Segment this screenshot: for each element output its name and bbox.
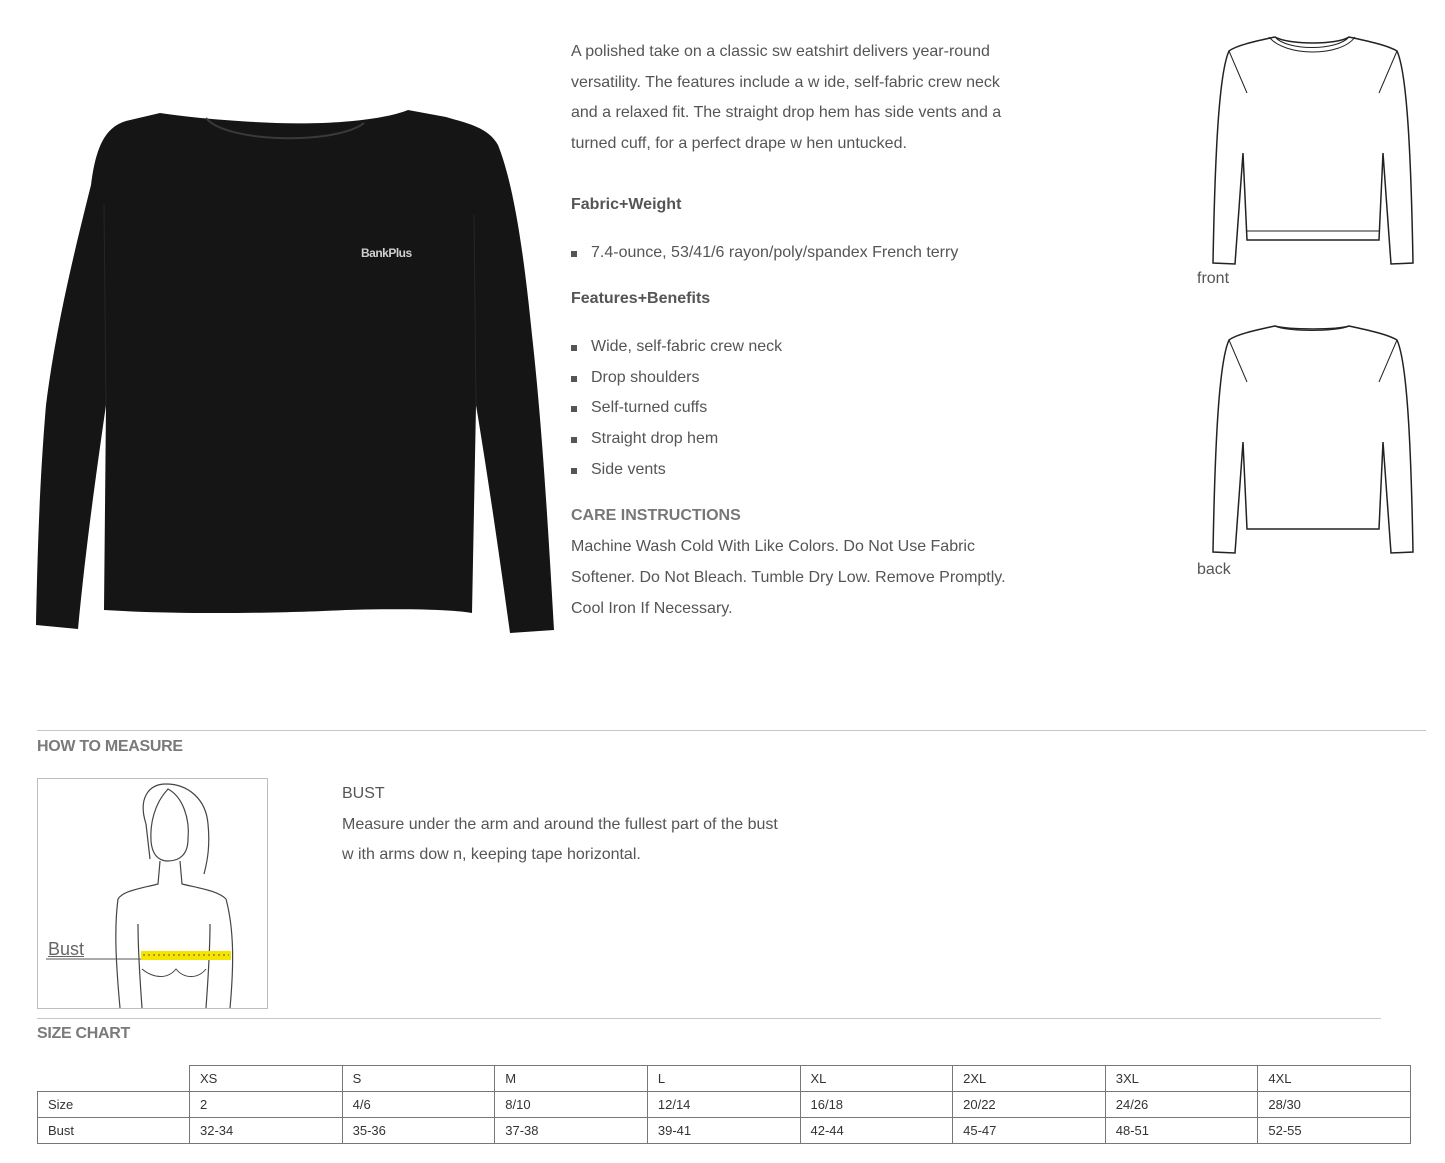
flat-back-label: back (1197, 561, 1231, 578)
size-header: L (647, 1066, 800, 1092)
chest-logo: BankPlus (361, 246, 412, 260)
bust-figure-label: Bust (48, 939, 85, 959)
list-item: Wide, self-fabric crew neck (571, 332, 1041, 363)
list-item: Straight drop hem (571, 424, 1041, 455)
size-header: 2XL (953, 1066, 1106, 1092)
flat-sketch-front (1207, 33, 1417, 278)
size-header: 4XL (1258, 1066, 1411, 1092)
bust-measure-figure (37, 778, 268, 1009)
table-cell: 32-34 (190, 1118, 343, 1144)
table-cell: 48-51 (1105, 1118, 1258, 1144)
measure-instructions: BUST Measure under the arm and around the fullest part of the bust w ith arms dow n, keeping tape horizontal. (342, 779, 778, 871)
row-label: Bust (38, 1118, 190, 1144)
features-heading: Features+Benefits (571, 290, 711, 308)
table-cell: 39-41 (647, 1118, 800, 1144)
table-cell: 52-55 (1258, 1118, 1411, 1144)
size-header: 3XL (1105, 1066, 1258, 1092)
size-chart-title: SIZE CHART (37, 1025, 131, 1042)
table-cell: 16/18 (800, 1092, 953, 1118)
how-to-measure-title: HOW TO MEASURE (37, 738, 183, 755)
flat-front-label: front (1197, 270, 1230, 287)
product-description: A polished take on a classic sw eatshirt delivers year-round versatility. The features include a w ide, self-fabric crew neck and a relaxed fit. The straight drop hem has side vents and a turned cuff, for a perfect drape w hen untucked. (571, 43, 1002, 153)
list-item: 7.4-ounce, 53/41/6 rayon/poly/spandex French terry (571, 238, 1041, 269)
size-header: M (495, 1066, 648, 1092)
size-header: XL (800, 1066, 953, 1092)
list-item: Side vents (571, 455, 1041, 486)
section-divider (37, 1018, 1381, 1019)
size-chart-table (37, 1065, 1411, 1144)
product-details (571, 37, 1041, 624)
features-list (571, 332, 1041, 486)
row-label: Size (38, 1092, 190, 1118)
table-cell: 24/26 (1105, 1092, 1258, 1118)
table-header-row (38, 1066, 1411, 1092)
table-cell: 8/10 (495, 1092, 648, 1118)
table-cell: 45-47 (953, 1118, 1106, 1144)
fabric-heading: Fabric+Weight (571, 195, 682, 213)
table-cell: 35-36 (342, 1118, 495, 1144)
list-item: Drop shoulders (571, 363, 1041, 394)
section-divider (37, 730, 1426, 731)
fabric-list (571, 238, 1041, 269)
size-header: S (342, 1066, 495, 1092)
size-header: XS (190, 1066, 343, 1092)
product-photo (36, 105, 558, 635)
table-cell: 12/14 (647, 1092, 800, 1118)
table-cell: 2 (190, 1092, 343, 1118)
table-row (38, 1118, 1411, 1144)
care-heading: CARE INSTRUCTIONS (571, 507, 741, 525)
table-cell: 42-44 (800, 1118, 953, 1144)
table-cell: 20/22 (953, 1092, 1106, 1118)
table-cell: 37-38 (495, 1118, 648, 1144)
table-cell: 28/30 (1258, 1092, 1411, 1118)
table-row (38, 1092, 1411, 1118)
care-instructions: Machine Wash Cold With Like Colors. Do Not Use Fabric Softener. Do Not Bleach. Tumble Dry Low. Remove Promptly. Cool Iron If Necessary. (571, 538, 1006, 617)
bust-heading: BUST (342, 785, 385, 802)
table-cell: 4/6 (342, 1092, 495, 1118)
list-item: Self-turned cuffs (571, 393, 1041, 424)
flat-sketch-back (1207, 322, 1417, 567)
